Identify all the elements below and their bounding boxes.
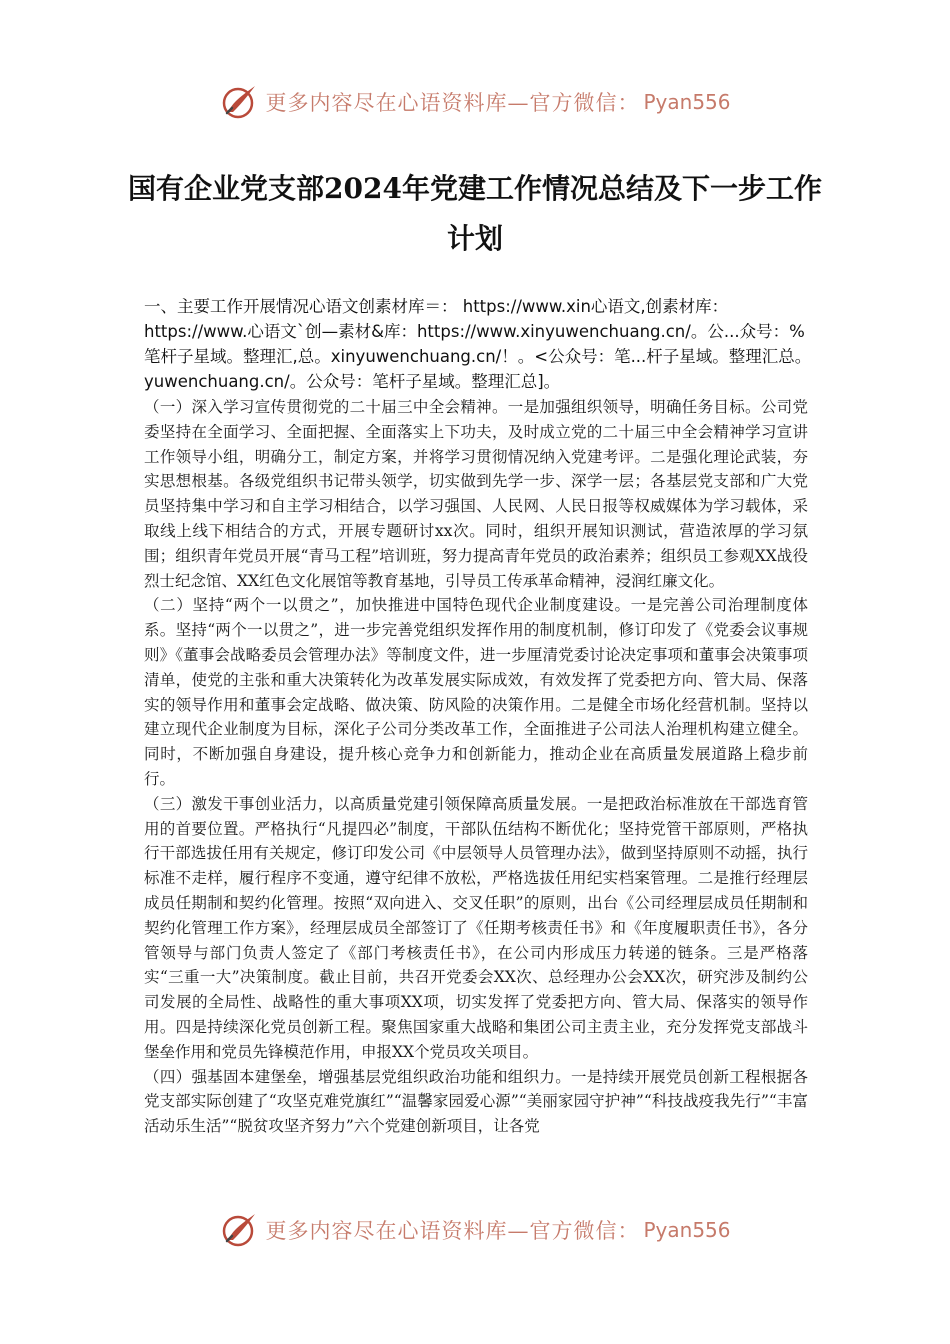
body-paragraph-4: （四）强基固本建堡垒，增强基层党组织政治功能和组织力。一是持续开展党员创新工程根据各党支部实际创建了“攻坚克难党旗红”“温馨家园爱心源”“美丽家园守护神”“科技战疫我先行”“丰富活动乐生活”“脱贫攻坚齐努力”六个党建创新项目，让各党	[144, 1067, 808, 1136]
brush-logo-icon	[219, 82, 259, 122]
body-paragraph-2: （二）坚持“两个一以贯之”，加快推进中国特色现代企业制度建设。一是完善公司治理制度体系。坚持“两个一以贯之”，进一步完善党组织发挥作用的制度机制，修订印发了《党委会议事规则》《董事会战略委员会管理办法》等制度文件，进一步厘清党委讨论决定事项和董事会决策事项清单，使党的主张和重大决策转化为改革发展实际成效，有效发挥了党委把方向、管大局、保落实的领导作用和董事会定战略、做决策、防风险的决策作用。二是健全市场化经营机制。坚持以建立现代企业制度为目标，深化子公司分类改革工作，全面推进子公司法人治理机构建立健全。同时，不断加强自身建设，提升核心竞争力和创新能力，推动企业在高质量发展道路上稳步前行。	[144, 596, 808, 788]
body-paragraph-1: （一）深入学习宣传贯彻党的二十届三中全会精神。一是加强组织领导，明确任务目标。公司党委坚持在全面学习、全面把握、全面落实上下功夫，及时成立党的二十届三中全会精神学习宣讲工作领导小组，明确分工，制定方案，并将学习贯彻情况纳入党建考评。二是强化理论武装，夯实思想根基。各级党组织书记带头领学，切实做到先学一步、深学一层；各基层党支部和广大党员坚持集中学习和自主学习相结合，以学习强国、人民网、人民日报等权威媒体为学习载体，采取线上线下相结合的方式，开展专题研讨xx次。同时，组织开展知识测试，营造浓厚的学习氛围；组织青年党员开展“青马工程”培训班，努力提高青年党员的政治素养；组织员工参观XX战役烈士纪念馆、XX红色文化展馆等教育基地，引导员工传承革命精神，浸润红廉文化。	[144, 398, 808, 590]
header-banner-text: 更多内容尽在心语资料库—官方微信：	[265, 91, 640, 115]
body-paragraph-3: （三）激发干事创业活力，以高质量党建引领保障高质量发展。一是把政治标准放在干部选育管用的首要位置。严格执行“凡提四必”制度，干部队伍结构不断优化；坚持党管干部原则，严格执行干部选拔任用有关规定，修订印发公司《中层领导人员管理办法》，做到坚持原则不动摇，执行标准不走样，履行程序不变通，遵守纪律不放松，严格选拔任用纪实档案管理。二是推行经理层成员任期制和契约化管理。按照“双向进入、交叉任职”的原则，出台《公司经理层成员任期制和契约化管理工作方案》，经理层成员全部签订了《任期考核责任书》和《年度履职责任书》，各分管领导与部门负责人签定了《部门考核责任书》，在公司内形成压力转递的链条。三是严格落实“三重一大”决策制度。截止目前，共召开党委会XX次、总经理办公会XX次，研究涉及制约公司发展的全局性、战略性的重大事项XX项，切实发挥了党委把方向、管大局、保落实的领导作用。四是持续深化党员创新工程。聚焦国家重大战略和集团公司主责主业，充分发挥党支部战斗堡垒作用和党员先锋模范作用，申报XX个党员攻关项目。	[144, 794, 808, 1061]
footer-banner	[0, 1208, 950, 1252]
document-body	[144, 395, 808, 1139]
footer-wechat-id: Pyan556	[643, 1218, 731, 1242]
document-title: 国有企业党支部2024年党建工作情况总结及下一步工作计划	[128, 171, 822, 255]
header-wechat-id: Pyan556	[643, 90, 731, 114]
header-banner	[0, 80, 950, 124]
brush-logo-icon	[219, 1210, 259, 1250]
section-heading: 一、主要工作开展情况心语文创素材库＝： https://www.xin心语文,创素材库：https://www.心语文`创—素材&库：https://www.xinyuwenchuang.cn/。公...众号：%笔杆子星域。整理汇,总。xinyuwenchuang.cn/！。<公众号：笔...杆子星域。整理汇总。yuwenchuang.cn/。公众号：笔杆子星域。整理汇总]。	[144, 297, 812, 391]
footer-banner-text: 更多内容尽在心语资料库—官方微信：	[265, 1219, 640, 1243]
